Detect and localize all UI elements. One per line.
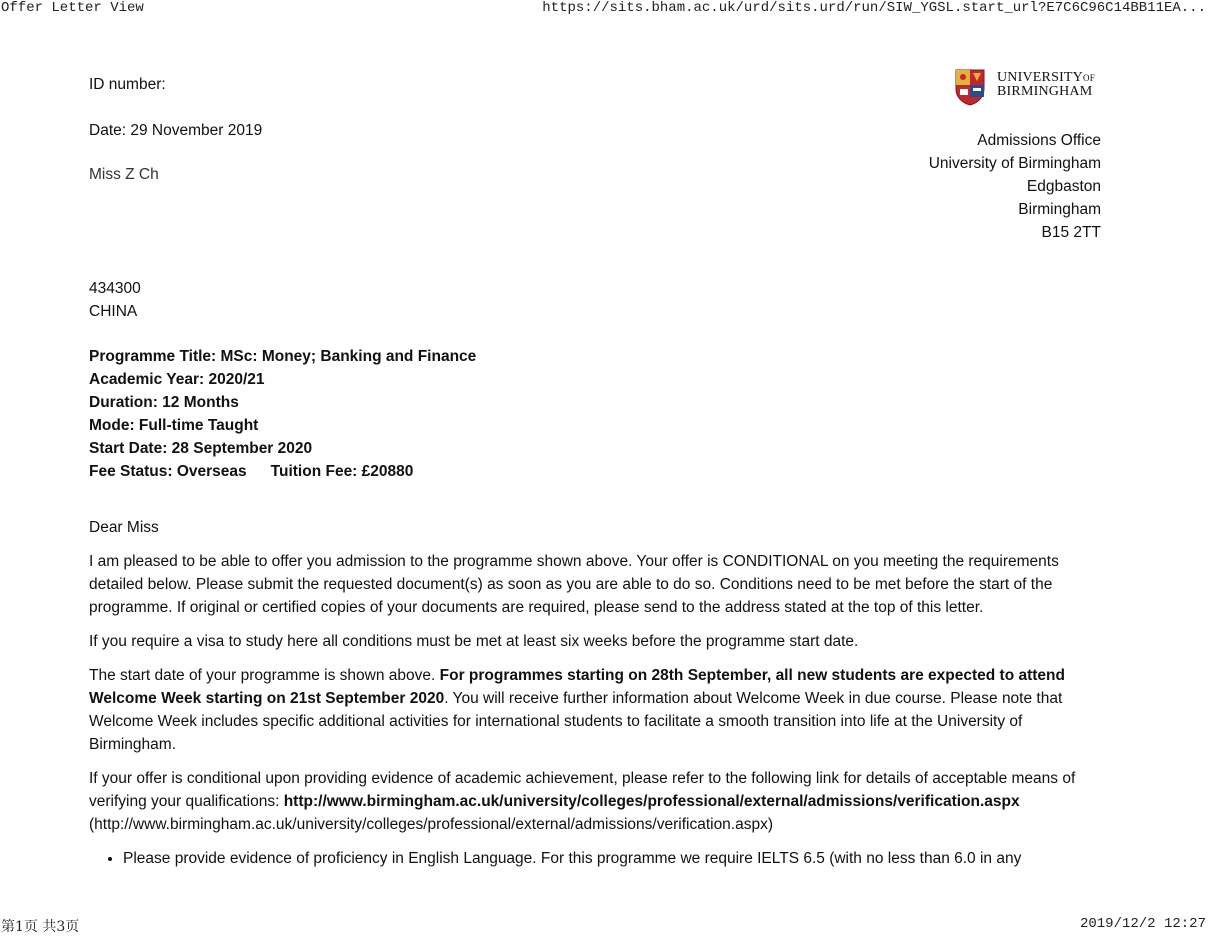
programme-details <box>89 345 476 483</box>
print-header-title: Offer Letter View <box>1 0 144 16</box>
welcome-week-paragraph <box>89 664 1099 756</box>
id-number: ID number: <box>89 76 166 93</box>
visa-paragraph: If you require a visa to study here all conditions must be met at least six weeks before the programme start date. <box>89 633 859 650</box>
verification-url: (http://www.birmingham.ac.uk/university/colleges/professional/external/admissions/verification.aspx) <box>89 816 774 833</box>
fee-status: Fee Status: Overseas <box>89 463 247 480</box>
offer-paragraph: I am pleased to be able to offer you admission to the programme shown above. Your offer is CONDITIONAL on you meeting the requirements detailed below. Please submit the requested document(s) as soon as you are able to do so. Conditions need to be met before the start of the programme. If original or certified copies of your documents are required, please send to the address stated at the top of this letter. <box>89 553 1059 616</box>
academic-year: Academic Year: 2020/21 <box>89 371 265 388</box>
print-header-url: https://sits.bham.ac.uk/urd/sits.urd/run/SIW_YGSL.start_url?E7C6C96C14BB11EA... <box>542 0 1206 16</box>
address-line: Birmingham <box>1018 201 1101 218</box>
greeting: Dear Miss <box>89 519 159 536</box>
print-footer-page: 第1页 共3页 <box>1 919 80 935</box>
recipient-country: CHINA <box>89 303 138 320</box>
address-line: University of Birmingham <box>928 155 1101 172</box>
university-wordmark: $UNIVERSITY^{OF}$ BIRMINGHAM <box>997 70 1095 99</box>
print-footer-datetime: 2019/12/2 12:27 <box>1079 916 1206 932</box>
tuition-fee: Tuition Fee: £20880 <box>270 463 414 480</box>
welcome-week-details: . You will receive further information about Welcome Week in due course. Please note that Welcome Week includes specific additional activities for international students to facilitate a smooth transition into life at the University of Birmingham. <box>89 690 1063 753</box>
condition-item: • Please provide evidence of proficiency in English Language. For this programme we require IELTS 6.5 (with no less than 6.0 in any <box>123 847 1099 870</box>
address-line: Admissions Office <box>977 132 1101 149</box>
study-mode: Mode: Full-time Taught <box>89 417 259 434</box>
duration: Duration: 12 Months <box>89 394 239 411</box>
address-line: B15 2TT <box>1041 224 1101 241</box>
verification-intro: If your offer is conditional upon providing evidence of academic achievement, please refer to the following link for details of acceptable means of verifying your qualifications: <box>89 770 1076 810</box>
letter-date: Date: 29 November 2019 <box>89 122 263 139</box>
verification-paragraph <box>89 767 1099 836</box>
programme-title: Programme Title: MSc: Money; Banking and Finance <box>89 348 477 365</box>
welcome-week-intro: The start date of your programme is shown above. <box>89 667 440 684</box>
recipient-postcode: 434300 <box>89 280 141 297</box>
address-line: Edgbaston <box>1026 178 1101 195</box>
conditions-list <box>89 847 1099 870</box>
start-date: Start Date: 28 September 2020 <box>89 440 313 457</box>
fee-line <box>89 460 476 483</box>
university-logo <box>955 69 1103 109</box>
welcome-week-emphasis: For programmes starting on 28th September, all new students are expected to attend Welcome Week starting on 21st September 2020 <box>89 667 1065 707</box>
sender-address <box>929 129 1101 244</box>
recipient-name-partial: Miss Z Ch <box>89 166 159 183</box>
verification-link[interactable]: http://www.birmingham.ac.uk/university/colleges/professional/external/admissions/verification.aspx <box>283 793 1020 810</box>
recipient-address <box>89 277 141 323</box>
university-crest-icon <box>955 69 985 106</box>
